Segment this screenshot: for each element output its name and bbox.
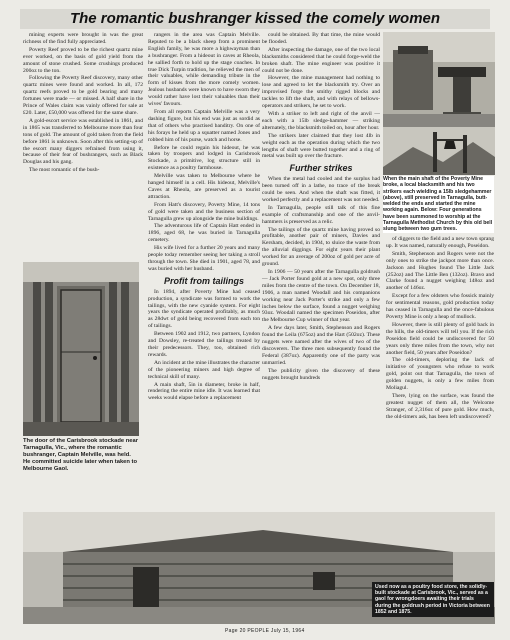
subheading-profit: Profit from tailings (163, 275, 244, 286)
paragraph: In 1906 — 50 years after the Tarnagulla goldrush — Jack Porter found gold at a new spot, only three miles from the centre of the town. On December 18, 1906, a man named Woodall and his companions working near Jack Porter's strike and only a few inches below the surface, found a nugget weighing 93oz. Woodall named the specimen Poseidon, after the Melbourne Cup winner of that year. (262, 269, 380, 324)
page-footer: Page 20 PEOPLE July 15, 1964 (225, 628, 305, 634)
paragraph: The most romantic of the bush- (29, 167, 100, 174)
paragraph: A main shaft, 5in in diameter, broke in half, rendering the entire mine idle. It was learned that weeks would elapse before a replacement (148, 381, 260, 402)
paragraph: From all reports Captain Melville was a very dashing figure, but his end was just as sordid as that of others who practised banditry. On one of his forays he held up a squatter named Jones and robbed him of his purse, watch and horse. (148, 108, 260, 143)
paragraph: From Hatt's discovery, Poverty Mine, 14 tons of gold were taken and the business section of Tarnagulla grew up alongside the mine buildings. (148, 201, 260, 222)
column-2 (148, 32, 260, 403)
paragraph: Following the Poverty Reef discovery, many other quartz mines were found and worked. In all, 172 quartz reefs proved to be gold bearing and many fortunes were made — or missed. A half share in the Prince of Wales claim was vainly offered for sale at £20. Later, £50,000 was offered for the same share. (23, 75, 143, 116)
paragraph: mining experts were brought in was the great richness of the find fully appreciated. (23, 32, 143, 45)
paragraph: The tailings of the quartz mine having proved so profitable, another pair of miners, Davies and Kersham, decided, in 1904, to sluice the waste from the alluvial diggings. For eight years their plant worked for an average of 200oz of gold per acre of ground. (262, 226, 380, 268)
paragraph: After inspecting the damage, one of the two local blacksmiths considered that he could forge-weld the broken shaft. The mine engineer was positive it could not be done. (262, 46, 380, 74)
paragraph: could be obtained. By that time, the mine would be flooded. (262, 32, 380, 45)
paragraph: A few days later, Smith, Stephenson and Rogers found the Leila (675oz) and the Hart (502oz). These nuggets were named after the wives of two of the discoverers. The three men subsequently found the Federal (387oz). Apparently one of the party was unmarried. (262, 325, 380, 366)
stockade-door-photo (23, 262, 139, 436)
caption-stockade-door: The door of the Carisbrook stockade near Tarnagulla, Vic., where the romantic bushranger, Captain Melville, was held. He committed suicide later when taken to Melbourne Gaol. (23, 438, 138, 472)
paragraph: His wife lived for a further 20 years and many people today remember seeing her taking a stroll through the town. She died in 1901, aged 78, and was buried with her husband. (148, 245, 260, 272)
paragraph: When the metal had cooled and the surplus had been turned off in a lathe, no trace of the break could be seen. And when the shaft was fitted, it worked perfectly and a replacement was not needed. (262, 176, 380, 203)
column-3 (262, 32, 380, 383)
paragraph: Melville was taken to Melbourne where he hanged himself in a cell. His hideout, Melville's Caves at Rheola, are preserved as a tourist attraction. (148, 173, 260, 200)
paragraph: However, the mine management had nothing to lose and agreed to let the blacksmith try. Over an improvised forge the smithy rigged blocks and tackles to lift the shaft, and with relays of bellows-operators and strikers, he set to work. (262, 75, 380, 110)
paragraph: Between 1902 and 1912, two partners, Lyndon and Dowsley, re-treated the tailings treated by their predecessors. They, too, obtained rich rewards. (148, 331, 260, 358)
paragraph: rangers in the area was Captain Melville. Reputed to be a black sheep from a prominent English family, he was more a highwayman than a bushranger. From a hideout in caves at Rheola, he sallied forth to hold up the stage coaches. In true Dick Turpin tradition, he relieved the men of their valuables, while demanding tribute in the form of kisses from the more comely women. Jealous husbands were known to have sworn they would rather have lost their valuables than their wives' favours. (148, 32, 260, 108)
bell-photo-art (383, 127, 495, 175)
column-4 (386, 236, 494, 422)
paragraph: An incident at the mine illustrates the character of the pioneering miners and high degree of technical skill of many. (148, 359, 260, 380)
paragraph: Before he could regain his hideout, he was taken by troopers and lodged in Carisbrook Stockade, a primitive, log structure still in existence as a poultry farmhouse. (148, 144, 260, 172)
bell-photo (383, 127, 495, 175)
paragraph: However, there is still plenty of gold back in the hills, the old-timers will tell you. If the rich Poseidon field could be undiscovered for 50 years only three miles from the town, why not another field, 50 years after Poseidon? (386, 321, 494, 356)
paragraph: The publicity given the discovery of these nuggets brought hundreds (262, 367, 380, 381)
column-1 (23, 32, 143, 175)
paragraph: In 1894, after Poverty Mine had ceased production, a syndicate was formed to work the tailings, with the new cyanide system. For eight years the syndicate operated profitably, as much as 28dwt of gold being recovered from each ton of tailings. (148, 288, 260, 330)
paragraph: The old-timers, deploring the lack of initiative of youngsters who refuse to work gold, point out that Tarnagulla, the town of golden nuggets, is only a few miles from Moliagul. (386, 357, 494, 392)
paragraph: of diggers to the field and a new town sprang up. It was named, naturally enough, Poseidon. (386, 236, 494, 249)
paragraph: With a striker to left and right of the anvil — each with a 15lb sledge-hammer — striking alternately, the blacksmith toiled on, hour after hour. (262, 110, 380, 131)
paragraph: Except for a few oldsters who fossick mainly for sentimental reasons, gold production today has ceased in Tarnagulla and the once-fabulous Poverty Mine is only a heap of mullock. (386, 293, 494, 320)
paragraph: Smith, Stephenson and Rogers were not the only ones to strike the jackpot more than once. Jackson and Hughes found The Little Jack (252oz) and The Little Ben (132oz). Bravo and Clarke found a nugget weighing 148oz and another of 146oz. (386, 250, 494, 292)
paragraph: A gold-escort service was established in 1861, and in 1865 was transferred to Melbourne more than four tons of gold. The amount of gold taken from the field before 1861 is unknown. Soon after this setting-up of the escort many diggers refrained from using it, because of their fear of bushrangers, such as Black Douglas and his gang. (23, 117, 143, 166)
door-photo-art (23, 262, 139, 436)
paragraph: There, lying on the surface, was found the greatest nugget of them all, the Welcome Stranger, of 2,316oz of pure gold. How much, the old-timers ask, has been left undiscovered? (386, 392, 494, 420)
anvil-photo-art (383, 32, 495, 127)
caption-stockade-building: Used now as a poultry food store, the solidly-built stockade at Carisbrook, Vic., served as a gaol for wrongdoers awaiting their trials during the goldrush period in Victoria between 1852 and 1875. (372, 582, 494, 617)
paragraph: The strikers later claimed that they lost 4lb in weight each as the operation during which the two lengths of shaft were butted together and a ring of metal was built up over the fracture. (262, 132, 380, 160)
paragraph: Poverty Reef proved to be the richest quartz mine ever worked, on the basis of gold yield from the amount of stone crushed. Some crushings produced 200oz to the ton. (23, 46, 143, 74)
paragraph: In Tarnagulla, people still talk of this fine example of craftsmanship and one of the anvil-hammers is preserved as a relic. (262, 204, 380, 225)
subheading-further-strikes: Further strikes (289, 163, 353, 174)
paragraph: The adventurous life of Captain Hatt ended in 1896, aged 68, he was buried in Tarnagulla cemetery. (148, 223, 260, 244)
article-title: The romantic bushranger kissed the comely women (20, 9, 490, 29)
anvil-photo (383, 32, 495, 127)
caption-anvil-bell: When the main shaft of the Poverty Mine broke, a local blacksmith and his two strikers each wielding a 15lb sledgehammer (above), still preserved in Tarnagulla, butt-welded the ends and started the mine working again. Below: Four generations have been summoned to worship at the Tarnagulla Methodist Church by this old bell slung between two gum trees. (383, 176, 493, 233)
